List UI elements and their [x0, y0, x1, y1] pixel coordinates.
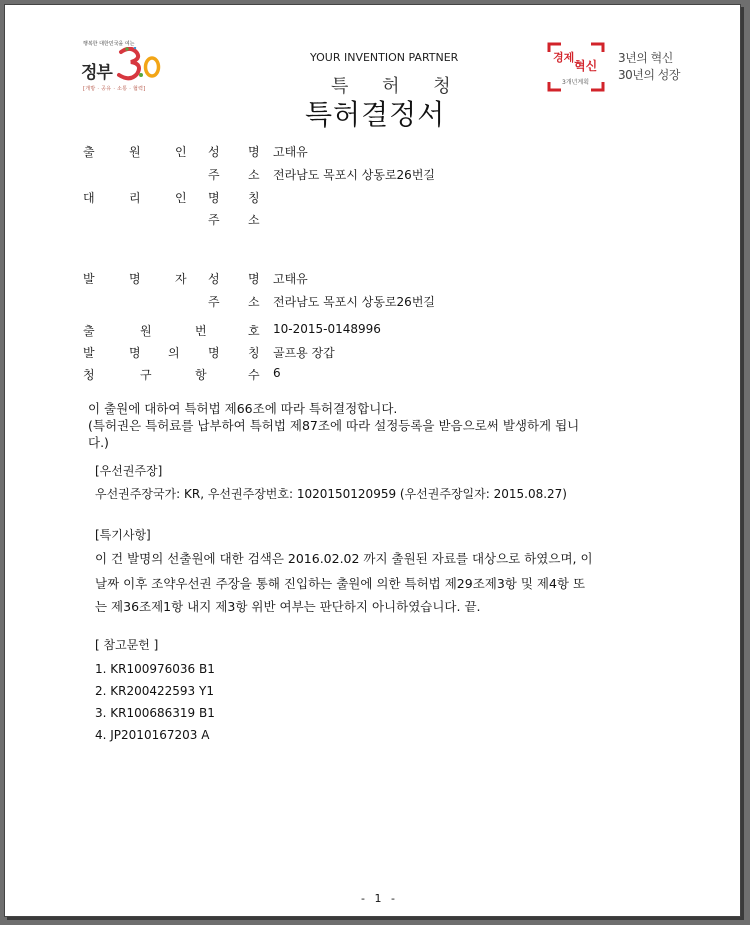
application-number-label-char: 원 — [140, 324, 152, 338]
special-notes-line: 날짜 이후 조약우선권 주장을 통해 진입하는 출원에 의한 특허법 제29조제3항 및 제4항 또 — [95, 576, 586, 591]
applicant-label-char: 성 — [208, 145, 220, 159]
reference-item: 3. KR100686319 B1 — [95, 706, 215, 720]
agent-label-char: 리 — [129, 191, 141, 205]
applicant-label-char: 인 — [175, 145, 187, 159]
invention-title-label-char: 의 — [168, 346, 180, 360]
decision-line: (특허권은 특허료를 납부하여 특허법 제87조에 따라 설정등록을 받음으로써 발생하게 됩니 — [88, 418, 580, 433]
document-title: 특허결정서 — [305, 98, 446, 131]
inventor-name: 고태유 — [273, 272, 308, 286]
application-number-label-char: 출 — [83, 324, 95, 338]
agent-label-char: 명 — [208, 191, 220, 205]
inventor-label-char: 명 — [129, 272, 141, 286]
reference-item: 1. KR100976036 B1 — [95, 662, 215, 676]
gov-logo-main-text: 정부 — [81, 63, 112, 83]
inventor-label-char: 성 — [208, 272, 220, 286]
inventor-address: 전라남도 목포시 상동로26번길 — [273, 295, 436, 309]
economic-innovation-logo — [547, 42, 605, 92]
eco-logo-word-1: 경제 — [553, 51, 575, 64]
header-partner-text: YOUR INVENTION PARTNER — [310, 51, 459, 64]
priority-heading: [우선권주장] — [95, 464, 163, 478]
applicant-address-label-char: 주 — [208, 168, 220, 182]
application-number-label-char: 번 — [195, 324, 207, 338]
invention-title-label-char: 발 — [83, 346, 95, 360]
claims-count-label-char: 청 — [83, 368, 95, 382]
inventor-label-char: 명 — [248, 272, 260, 286]
economic-innovation-slogan — [618, 50, 680, 84]
claims-count-label-char: 구 — [140, 368, 152, 382]
applicant-name: 고태유 — [273, 145, 308, 159]
document-page — [4, 4, 741, 917]
agent-address-label-char: 주 — [208, 213, 220, 227]
eco-slogan-line2: 30년의 성장 — [618, 68, 680, 82]
applicant-address: 전라남도 목포시 상동로26번길 — [273, 168, 436, 182]
government-3-0-logo — [81, 41, 165, 97]
claims-count-label-char: 수 — [248, 368, 260, 382]
application-number: 10-2015-0148996 — [273, 322, 381, 336]
invention-title-label-char: 명 — [208, 346, 220, 360]
application-number-label-char: 호 — [248, 324, 260, 338]
applicant-address-label-char: 소 — [248, 168, 260, 182]
gov-logo-tagline: [개방 · 공유 · 소통 · 협력] — [83, 86, 146, 92]
header-office-name: 특 허 청 — [331, 76, 465, 97]
applicant-label-char: 명 — [248, 145, 260, 159]
decision-line: 이 출원에 대하여 특허법 제66조에 따라 특허결정합니다. — [88, 401, 398, 416]
applicant-label-char: 원 — [129, 145, 141, 159]
eco-logo-word-3: 3개년계획 — [562, 79, 590, 86]
claims-count-label-char: 항 — [195, 368, 207, 382]
page-number: - 1 - — [361, 892, 398, 905]
invention-title: 골프용 장갑 — [273, 346, 335, 360]
decision-line: 다.) — [88, 435, 109, 450]
inventor-label-char: 자 — [175, 272, 187, 286]
invention-title-label-char: 명 — [129, 346, 141, 360]
agent-address-label-char: 소 — [248, 213, 260, 227]
special-notes-line: 는 제36조제1항 내지 제3항 위반 여부는 판단하지 아니하였습니다. 끝. — [95, 599, 481, 614]
inventor-label-char: 발 — [83, 272, 95, 286]
reference-item: 4. JP2010167203 A — [95, 728, 210, 742]
priority-details: 우선권주장국가: KR, 우선권주장번호: 1020150120959 (우선권주장일자: 2015.08.27) — [95, 487, 567, 501]
inventor-address-label-char: 소 — [248, 295, 260, 309]
agent-label-char: 인 — [175, 191, 187, 205]
applicant-label-char: 출 — [83, 145, 95, 159]
inventor-address-label-char: 주 — [208, 295, 220, 309]
gov-logo-small-text: 행복한 대한민국을 여는 — [83, 41, 135, 47]
agent-label-char: 칭 — [248, 191, 260, 205]
gov-logo-3-0-mark — [115, 47, 161, 81]
special-notes-line: 이 건 발명의 선출원에 대한 검색은 2016.02.02 까지 출원된 자료를 대상으로 하였으며, 이 — [95, 551, 593, 566]
reference-item: 2. KR200422593 Y1 — [95, 684, 214, 698]
invention-title-label-char: 칭 — [248, 346, 260, 360]
references-heading: [ 참고문헌 ] — [95, 638, 159, 652]
claims-count: 6 — [273, 366, 281, 380]
special-notes-heading: [특기사항] — [95, 528, 151, 542]
eco-slogan-line1: 3년의 혁신 — [618, 51, 673, 65]
agent-label-char: 대 — [83, 191, 95, 205]
eco-logo-word-2: 혁신 — [574, 59, 598, 73]
